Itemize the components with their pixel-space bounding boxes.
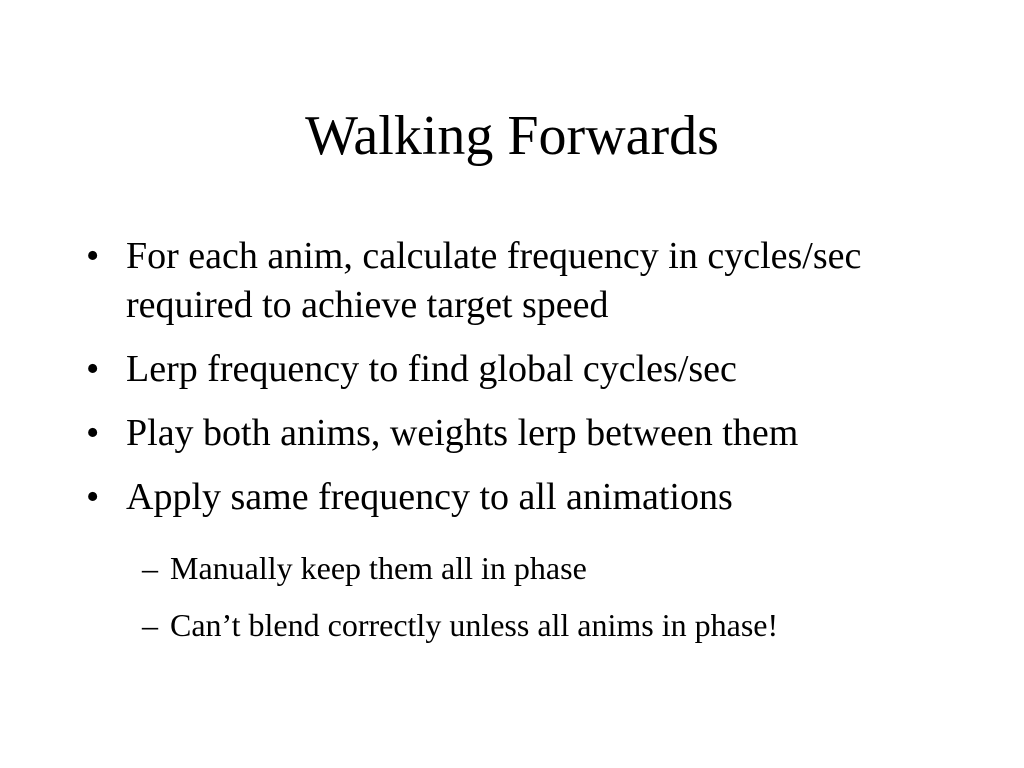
sub-bullet-list (86, 548, 986, 662)
bullet-dot-icon: • (86, 476, 100, 518)
bullet-list (86, 232, 966, 530)
sub-bullet-text: Can’t blend correctly unless all anims in phase! (170, 607, 779, 643)
dash-icon: – (142, 607, 158, 643)
sub-bullet-text: Manually keep them all in phase (170, 550, 587, 586)
bullet-text: For each anim, calculate frequency in cycles/sec required to achieve target speed (126, 235, 862, 326)
bullet-item (86, 473, 966, 522)
bullet-dot-icon: • (86, 412, 100, 454)
bullet-dot-icon: • (86, 235, 100, 277)
dash-icon: – (142, 550, 158, 586)
bullet-dot-icon: • (86, 348, 100, 390)
sub-bullet-item (86, 548, 986, 588)
bullet-item (86, 345, 966, 394)
bullet-item (86, 409, 966, 458)
bullet-text: Apply same frequency to all animations (126, 476, 733, 518)
bullet-item (86, 232, 966, 330)
bullet-text: Play both anims, weights lerp between them (126, 412, 799, 454)
bullet-text: Lerp frequency to find global cycles/sec (126, 348, 737, 390)
sub-bullet-item (86, 605, 986, 645)
slide-title: Walking Forwards (305, 105, 719, 167)
